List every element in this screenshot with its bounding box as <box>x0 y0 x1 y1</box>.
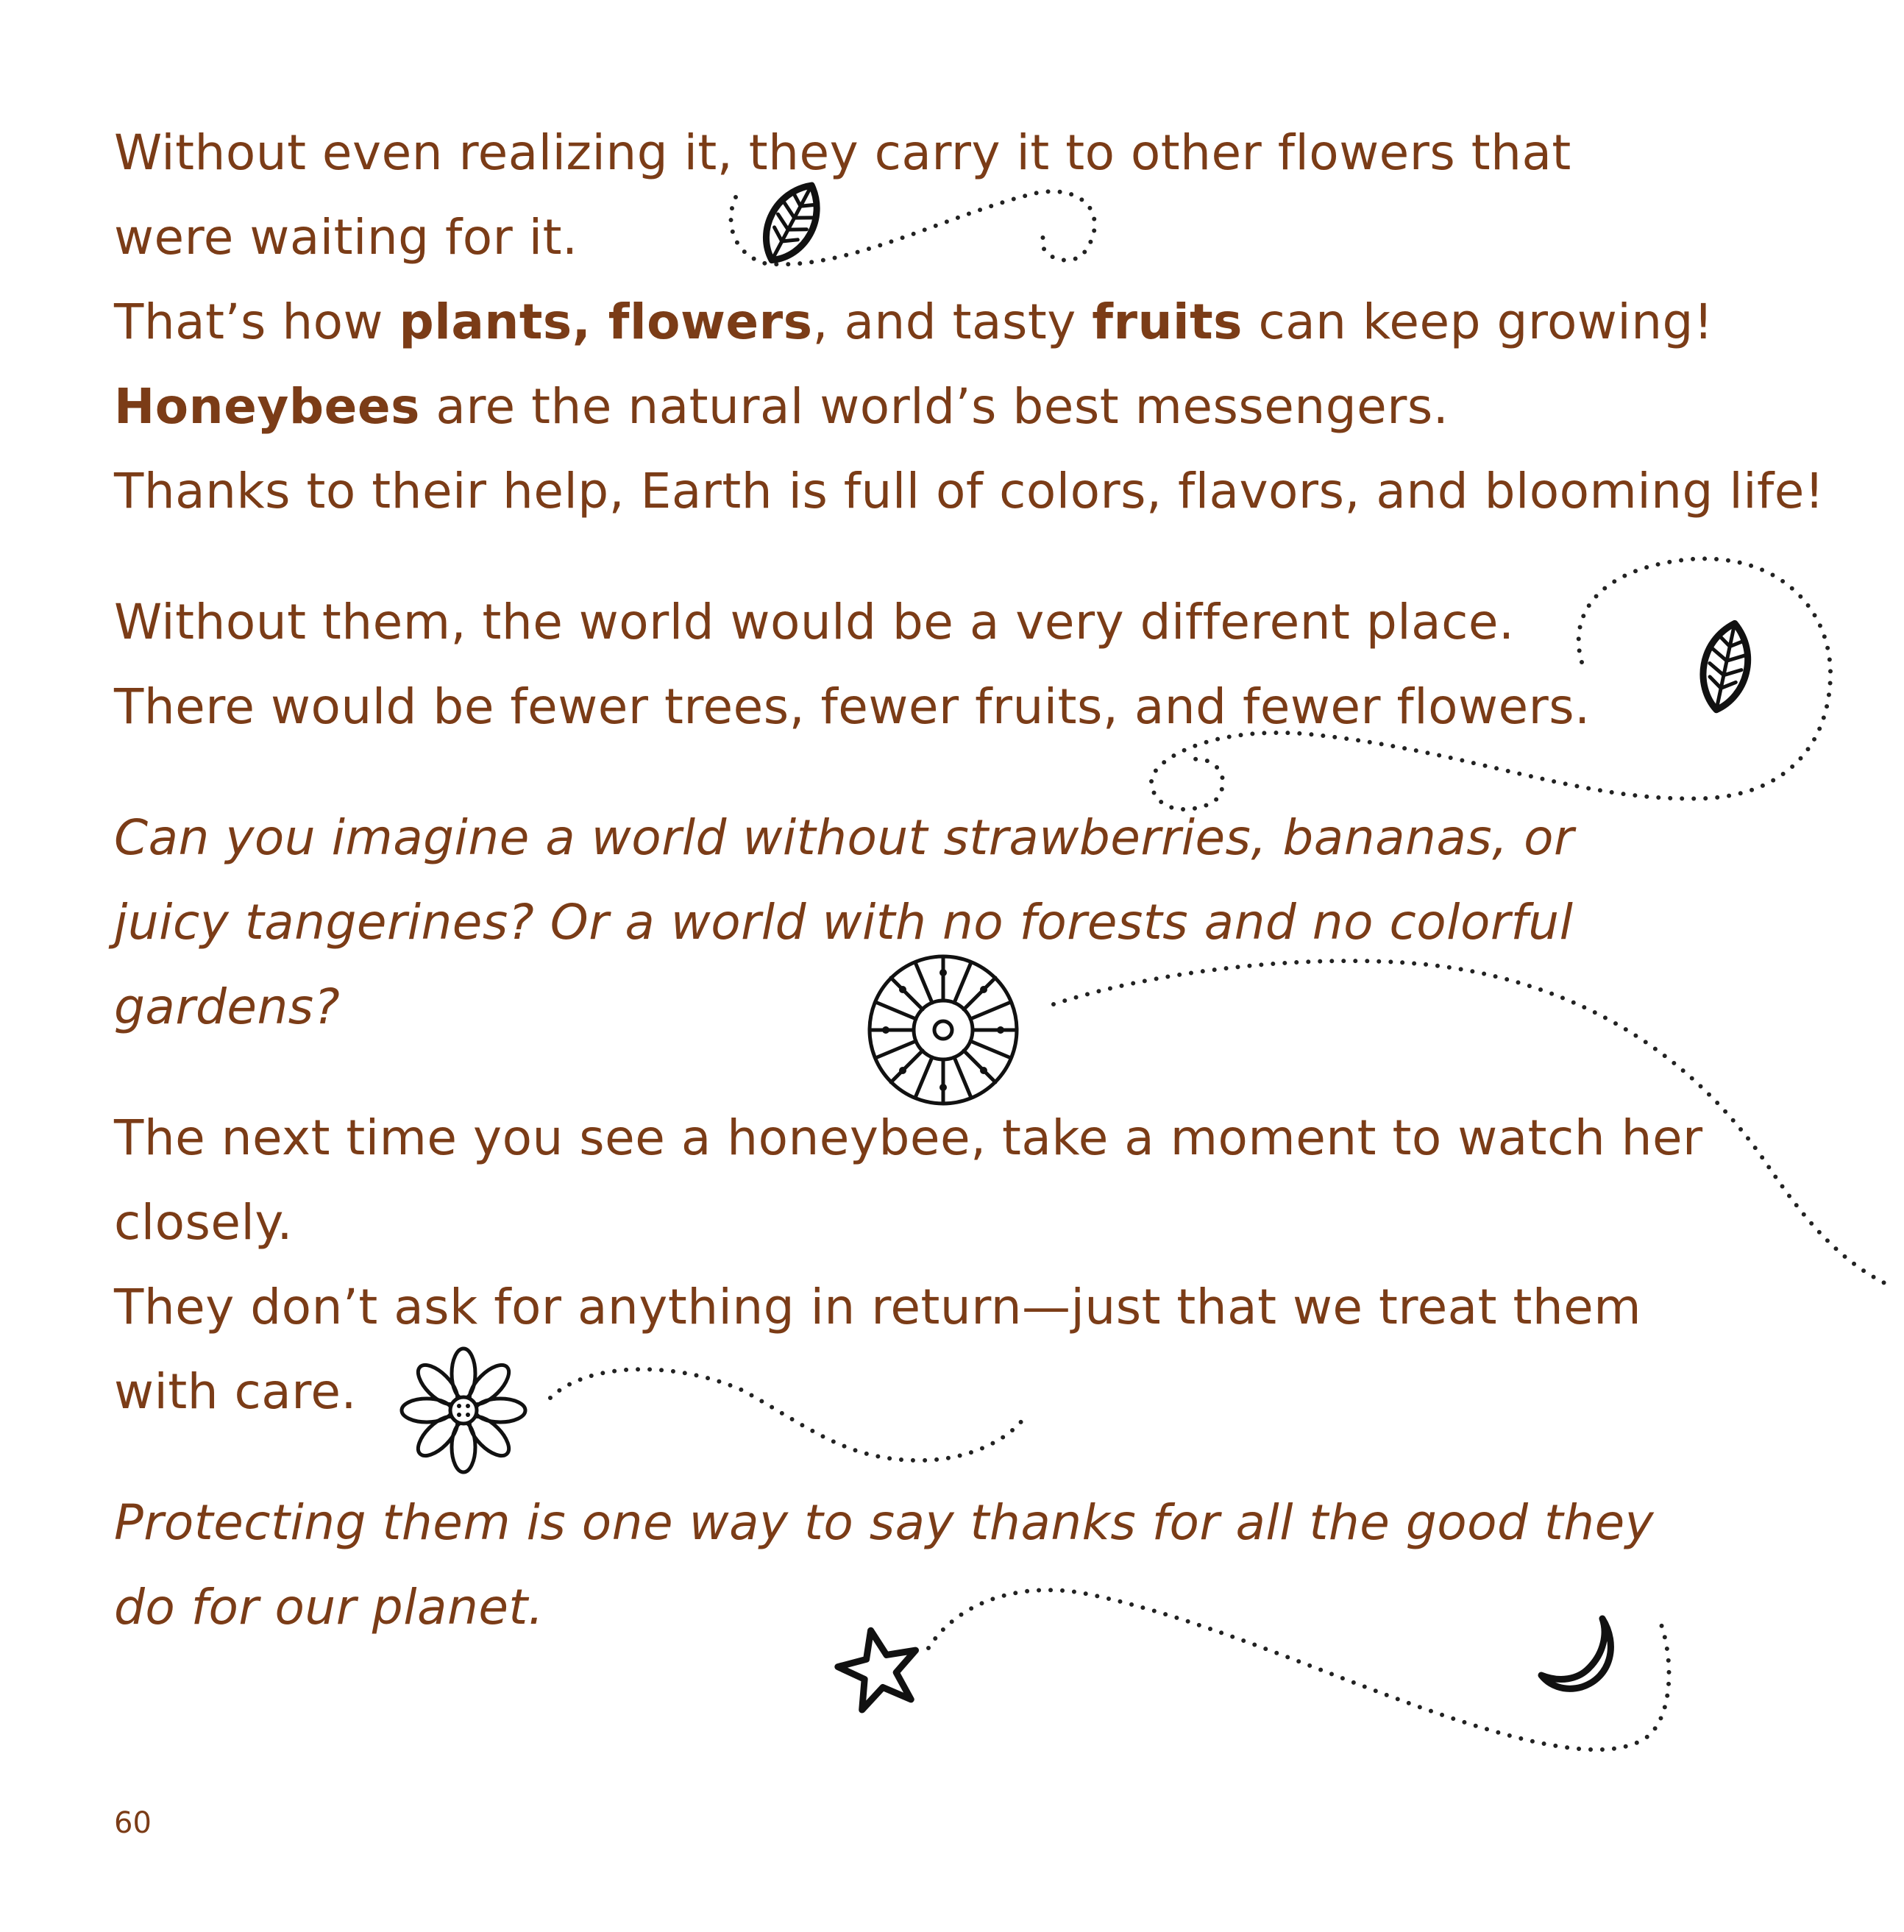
text-line <box>114 1095 1806 1180</box>
paragraph <box>114 110 1825 533</box>
paragraph <box>114 580 1806 749</box>
text-segment: Without them, the world would be a very different place. <box>114 594 1515 650</box>
text-segment: Thanks to their help, Earth is full of colors, flavors, and blooming life! <box>114 463 1825 519</box>
text-line <box>114 449 1825 533</box>
text-segment: There would be fewer trees, fewer fruits, and fewer flowers. <box>114 678 1591 735</box>
text-segment: closely. <box>114 1194 293 1251</box>
text-line <box>114 1480 1806 1565</box>
bold-text: fruits <box>1092 294 1243 350</box>
text-line <box>114 280 1806 364</box>
text-segment: juicy tangerines? Or a world with no forests and no colorful <box>114 894 1574 951</box>
paragraph-gap <box>114 749 1806 795</box>
text-line <box>114 1180 1806 1265</box>
text-segment: are the natural world’s best messengers. <box>419 378 1449 435</box>
text-line <box>114 580 1806 664</box>
paragraph-gap <box>114 1434 1806 1480</box>
text-line <box>114 1349 1806 1434</box>
text-segment: with care. <box>114 1363 358 1420</box>
text-segment: do for our planet. <box>114 1579 544 1636</box>
bold-text: plants, flowers <box>399 294 813 350</box>
text-segment: Without even realizing it, they carry it to other flowers that <box>114 124 1571 181</box>
paragraph-gap <box>114 1049 1806 1095</box>
paragraph-gap <box>114 533 1806 580</box>
text-line <box>114 110 1806 195</box>
text-line <box>114 880 1806 965</box>
text-segment: That’s how <box>114 294 399 350</box>
text-segment: gardens? <box>114 979 341 1035</box>
text-segment: , and tasty <box>812 294 1093 350</box>
text-line <box>114 1565 1806 1649</box>
text-segment: were waiting for it. <box>114 209 578 266</box>
text-line <box>114 664 1806 749</box>
page-number: 60 <box>114 1806 152 1840</box>
text-line <box>114 1265 1806 1349</box>
body-text <box>114 110 1825 1649</box>
text-line <box>114 795 1806 880</box>
text-line <box>114 195 1806 280</box>
bold-text: Honeybees <box>114 378 420 435</box>
text-line <box>114 364 1806 449</box>
paragraph <box>114 1480 1806 1649</box>
text-segment: Protecting them is one way to say thanks for all the good they <box>114 1494 1655 1551</box>
text-segment: can keep growing! <box>1242 294 1713 350</box>
text-line <box>114 965 1806 1049</box>
text-segment: Can you imagine a world without strawberries, bananas, or <box>114 809 1574 866</box>
paragraph <box>114 795 1806 1049</box>
paragraph <box>114 1095 1806 1434</box>
text-segment: They don’t ask for anything in return—just that we treat them <box>114 1279 1642 1335</box>
text-segment: The next time you see a honeybee, take a moment to watch her <box>114 1109 1703 1166</box>
